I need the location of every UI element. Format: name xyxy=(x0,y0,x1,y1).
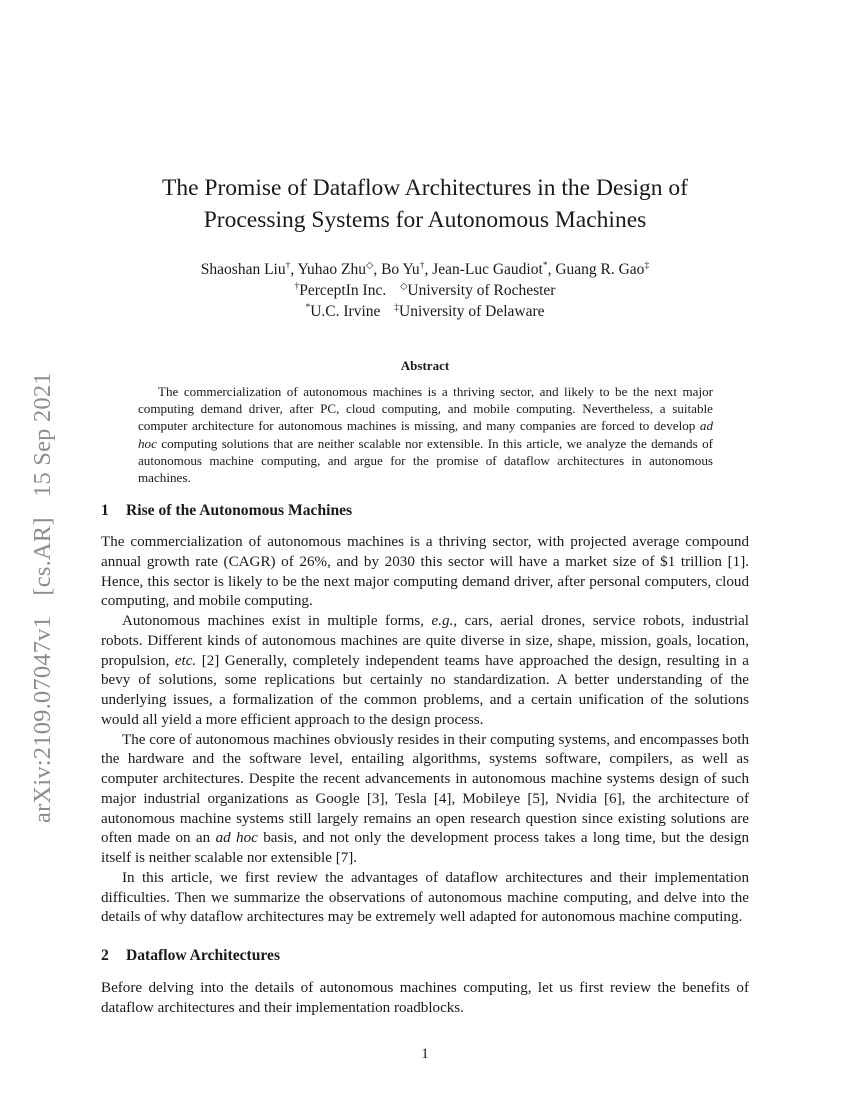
paragraph: Before delving into the details of autonomous machines computing, let us first review the benefits of dataflow architectures and their implementation roadblocks. xyxy=(101,980,749,1016)
paragraph: Autonomous machines exist in multiple forms, e.g., cars, aerial drones, service robots, industrial robots. Different kinds of autonomous machines are quite diverse in size, shape, mission, goals, location, propulsion, etc. [2] Generally, completely independent teams have approached the design, resulting in a bevy of solutions, some replications but certainly no standardization. A better understanding of the underlying issues, a formalization of the common problems, and a certain unification of the solutions would all yield a more efficient approach to the design process. xyxy=(101,613,749,728)
author-block xyxy=(100,259,750,322)
affiliation: University of Delaware xyxy=(399,303,545,320)
section-number: 2 xyxy=(101,947,109,964)
author-name: Yuhao Zhu xyxy=(297,261,366,278)
author-names: Shaoshan Liu†, Yuhao Zhu◇, Bo Yu†, Jean-Luc Gaudiot*, Guang R. Gao‡ xyxy=(200,261,650,278)
section-2-body xyxy=(101,979,749,1019)
affiliation: U.C. Irvine xyxy=(310,303,381,320)
affiliation: PerceptIn Inc. xyxy=(299,282,387,299)
section-1-heading xyxy=(101,501,352,521)
author-name: Bo Yu xyxy=(381,261,420,278)
affiliation: University of Rochester xyxy=(407,282,556,299)
paper-title xyxy=(100,172,750,236)
paragraph: The core of autonomous machines obviously resides in their computing systems, and encompasses both the hardware and the software level, entailing algorithms, systems software, compilers, as well as computer architectures. Despite the recent advancements in autonomous machine systems design of such major industrial organizations as Google [3], Tesla [4], Mobileye [5], Nvidia [6], the architecture of autonomous machine systems still largely remains an open research question since existing solutions are often made on an ad hoc basis, and not only the development process takes a long time, but the design itself is neither scalable nor extensible [7]. xyxy=(101,731,749,866)
affiliation-line-2: *U.C. Irvine ‡University of Delaware xyxy=(305,303,545,320)
arxiv-id: arXiv:2109.07047v1 xyxy=(29,615,56,823)
abstract-text: The commercialization of autonomous machines is a thriving sector, and likely to be the next major computing demand driver, after PC, cloud computing, and mobile computing. Nevertheless, a suitable computer architecture for autonomous machines is missing, and many companies are forced to develop ad hoc computing solutions that are neither scalable nor extensible. In this article, we analyze the demands of autonomous machine computing, and argue for the promise of dataflow architectures in autonomous machines. xyxy=(138,384,713,486)
abstract-heading: Abstract xyxy=(400,358,450,373)
arxiv-date: 15 Sep 2021 xyxy=(29,372,56,497)
section-title: Dataflow Architectures xyxy=(126,947,281,964)
page-number: 1 xyxy=(421,1046,429,1062)
paragraph: The commercialization of autonomous machines is a thriving sector, with projected average compound annual growth rate (CAGR) of 26%, and by 2030 this sector will have a market size of $1 trillion [1]. Hence, this sector is likely to be the next major computing demand driver, after personal computers, cloud computing, and mobile computing. xyxy=(101,534,749,610)
section-2-heading xyxy=(101,946,280,966)
section-title: Rise of the Autonomous Machines xyxy=(126,502,353,519)
paragraph: In this article, we first review the advantages of dataflow architectures and their implementation difficulties. Then we summarize the observations of autonomous machine computing, and delve into the details of why dataflow architectures may be extremely well adapted for autonomous machine computing. xyxy=(101,869,749,926)
section-1-body xyxy=(101,533,749,928)
arxiv-category: [cs.AR] xyxy=(29,517,56,596)
title-line-1: The Promise of Dataflow Architectures in the Design of xyxy=(162,175,688,201)
author-name: Shaoshan Liu xyxy=(200,261,286,278)
arxiv-identifier-stamp xyxy=(28,263,58,823)
section-number: 1 xyxy=(101,502,109,519)
author-name: Jean-Luc Gaudiot xyxy=(432,261,543,278)
author-name: Guang R. Gao xyxy=(555,261,645,278)
affiliation-line-1: †PerceptIn Inc. ◇University of Rochester xyxy=(294,282,556,299)
title-line-2: Processing Systems for Autonomous Machines xyxy=(203,207,647,233)
